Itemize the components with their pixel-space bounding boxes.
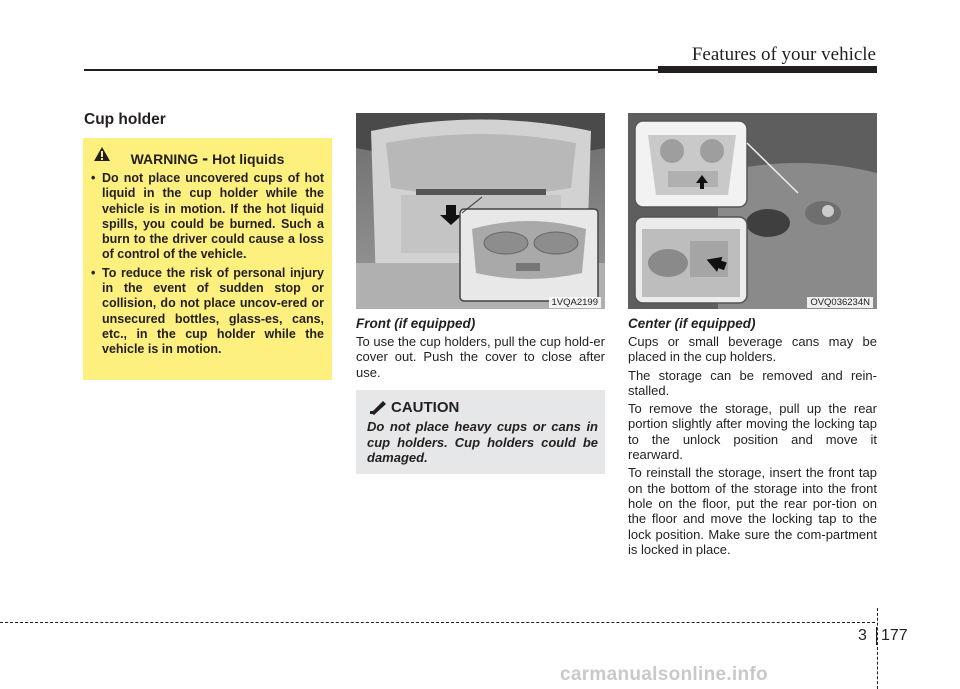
warning-list [91,171,324,361]
warning-subtitle: Hot liquids [212,151,285,167]
center-cup-holder-photo [628,113,877,309]
footer-rule [0,622,875,623]
center-caption: Center (if equipped) [628,316,756,331]
warning-label: WARNING [130,151,199,167]
center-paragraph: To remove the storage, pull up the rear portion slightly after moving the locking tap to the unlock position and move it rearward. [628,401,877,463]
center-paragraph: The storage can be removed and rein-stalled. [628,367,877,398]
caution-text: Do not place heavy cups or cans in cup holders. Cup holders could be damaged. [367,419,598,465]
warning-item: • Do not place uncovered cups of hot liquid in the cup holder while the vehicle is in motion. If the hot liquid spills, you could be burned. Such a burn to the driver could cause a loss of control of the vehicle. [91,171,324,263]
front-cup-holder-photo [356,113,605,309]
center-paragraph: To reinstall the storage, insert the front tap on the bottom of the storage into the front hole on the floor, put the rear por-tion on the floor and move the locking tap to the lock position. Make sure the com-partment is locked in place. [628,465,877,557]
warning-box [83,138,332,380]
footer-vertical-rule [877,608,878,689]
front-console-illustration [356,113,605,309]
page-number-separator [876,627,877,645]
caution-title: CAUTION [391,399,460,416]
center-description [628,334,877,557]
center-image-code: OVQ036234N [807,297,873,308]
caution-box [356,390,605,474]
warning-title [83,148,332,169]
front-caption: Front (if equipped) [356,316,476,331]
warning-item: • To reduce the risk of personal injury in the event of sudden stop or collision, do not place uncov-ered or unsecured bottles, glass-es, cans, etc., in the cup holder while the vehicle is in motion. [91,266,324,358]
chapter-number: 3 [858,627,867,644]
page-number: 177 [881,627,908,644]
front-image-code: 1VQA2199 [549,297,601,308]
watermark: carmanualsonline.info [560,664,768,685]
caution-slash-icon [369,399,387,415]
center-paragraph: Cups or small beverage cans may be placed in the cup holders. [628,334,877,365]
section-heading: Cup holder [84,111,166,128]
front-description: To use the cup holders, pull the cup hold-er cover out. Push the cover to close after use. [356,334,605,380]
warning-separator: - [202,148,209,168]
center-console-illustration [628,113,877,309]
header-rule [84,69,659,71]
page-header-title: Features of your vehicle [691,44,876,65]
header-rule-accent [658,66,877,73]
